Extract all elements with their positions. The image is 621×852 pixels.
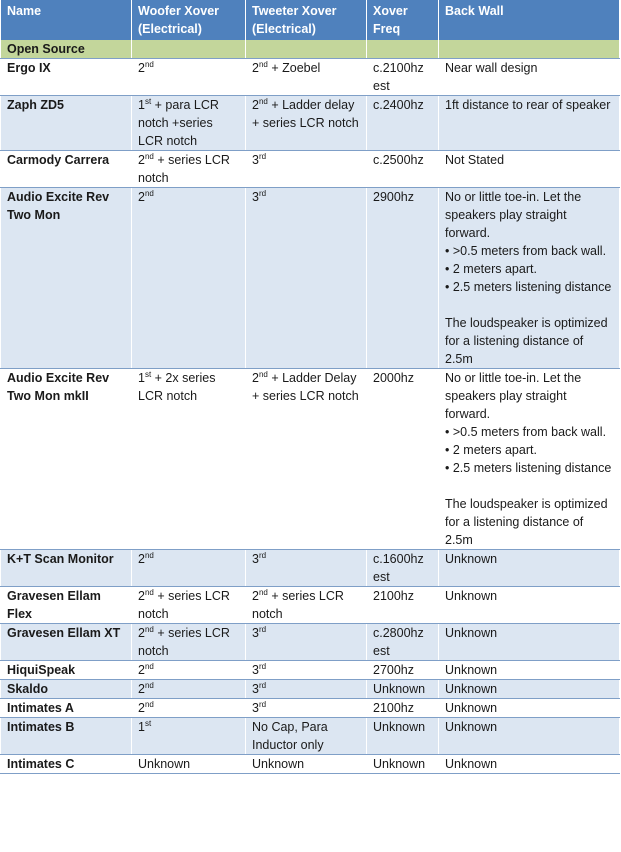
- back-wall: Unknown: [439, 755, 620, 774]
- back-wall: Unknown: [439, 624, 620, 661]
- header-name: Name: [1, 0, 132, 40]
- xover-freq: Unknown: [367, 718, 439, 755]
- tweeter-xover: 2nd + Ladder Delay + series LCR notch: [246, 369, 367, 550]
- back-wall-intro: No or little toe-in. Let the speakers play straight forward.: [445, 371, 582, 421]
- tweeter-xover: 3rd: [246, 188, 367, 369]
- back-wall: Unknown: [439, 680, 620, 699]
- table-row: [1, 680, 620, 699]
- back-wall: Unknown: [439, 699, 620, 718]
- section-label: Open Source: [1, 40, 132, 59]
- table-row: [1, 755, 620, 774]
- xover-freq: c.2400hz: [367, 96, 439, 151]
- tweeter-xover: 2nd + Ladder delay + series LCR notch: [246, 96, 367, 151]
- back-wall-list: [445, 242, 613, 296]
- woofer-xover: 1st + 2x series LCR notch: [132, 369, 246, 550]
- table-row: [1, 550, 620, 587]
- xover-freq: c.2500hz: [367, 151, 439, 188]
- table-row: [1, 59, 620, 96]
- xover-freq: 2000hz: [367, 369, 439, 550]
- woofer-xover: 2nd: [132, 661, 246, 680]
- header-freq-line1: Xover: [373, 4, 408, 18]
- table-row: [1, 661, 620, 680]
- xover-freq: 2700hz: [367, 661, 439, 680]
- header-tweeter: [246, 0, 367, 40]
- speaker-name: Intimates A: [1, 699, 132, 718]
- back-wall-bullet: • 2.5 meters listening distance: [445, 459, 613, 477]
- header-wall: Back Wall: [439, 0, 620, 40]
- xover-freq: 2100hz: [367, 699, 439, 718]
- speaker-name: Gravesen Ellam Flex: [1, 587, 132, 624]
- xover-freq: c.2100hz est: [367, 59, 439, 96]
- table-row: [1, 96, 620, 151]
- back-wall: [439, 188, 620, 369]
- header-tweeter-line1: Tweeter Xover: [252, 4, 337, 18]
- header-woofer-line2: (Electrical): [138, 22, 202, 36]
- back-wall-spacer: [445, 296, 613, 314]
- section-row: [1, 40, 620, 59]
- speaker-name: Intimates C: [1, 755, 132, 774]
- tweeter-xover: 2nd + Zoebel: [246, 59, 367, 96]
- section-cell: [132, 40, 246, 59]
- woofer-xover: 2nd + series LCR notch: [132, 587, 246, 624]
- woofer-xover: 1st + para LCR notch +series LCR notch: [132, 96, 246, 151]
- woofer-xover: 2nd: [132, 680, 246, 699]
- woofer-xover: 2nd + series LCR notch: [132, 624, 246, 661]
- back-wall: Not Stated: [439, 151, 620, 188]
- table-row: [1, 188, 620, 369]
- speaker-name: Carmody Carrera: [1, 151, 132, 188]
- back-wall: 1ft distance to rear of speaker: [439, 96, 620, 151]
- back-wall-bullet: • >0.5 meters from back wall.: [445, 423, 613, 441]
- section-cell: [439, 40, 620, 59]
- table-row: [1, 369, 620, 550]
- section-cell: [246, 40, 367, 59]
- woofer-xover: 2nd + series LCR notch: [132, 151, 246, 188]
- speaker-name: Ergo IX: [1, 59, 132, 96]
- tweeter-xover: 2nd + series LCR notch: [246, 587, 367, 624]
- header-woofer-line1: Woofer Xover: [138, 4, 220, 18]
- xover-freq: c.1600hz est: [367, 550, 439, 587]
- speaker-name: Audio Excite Rev Two Mon: [1, 188, 132, 369]
- header-freq: [367, 0, 439, 40]
- xover-freq: c.2800hz est: [367, 624, 439, 661]
- speaker-name: Intimates B: [1, 718, 132, 755]
- back-wall-bullet: • 2.5 meters listening distance: [445, 278, 613, 296]
- header-freq-line2: Freq: [373, 22, 401, 36]
- xover-freq: 2900hz: [367, 188, 439, 369]
- back-wall-list: [445, 423, 613, 477]
- speaker-name: Audio Excite Rev Two Mon mkII: [1, 369, 132, 550]
- back-wall: Unknown: [439, 550, 620, 587]
- woofer-xover: 2nd: [132, 699, 246, 718]
- speaker-name: Gravesen Ellam XT: [1, 624, 132, 661]
- xover-freq: Unknown: [367, 755, 439, 774]
- back-wall: [439, 369, 620, 550]
- tweeter-xover: 3rd: [246, 151, 367, 188]
- speaker-name: HiquiSpeak: [1, 661, 132, 680]
- tweeter-xover: No Cap, Para Inductor only: [246, 718, 367, 755]
- table-row: [1, 718, 620, 755]
- back-wall-intro: No or little toe-in. Let the speakers play straight forward.: [445, 190, 582, 240]
- back-wall: Unknown: [439, 661, 620, 680]
- back-wall-bullet: • 2 meters apart.: [445, 260, 613, 278]
- woofer-xover: 2nd: [132, 550, 246, 587]
- header-row: [1, 0, 620, 40]
- woofer-xover: 2nd: [132, 188, 246, 369]
- woofer-xover: 1st: [132, 718, 246, 755]
- speaker-name: Skaldo: [1, 680, 132, 699]
- back-wall-note: The loudspeaker is optimized for a listening distance of 2.5m: [445, 497, 608, 547]
- xover-freq: 2100hz: [367, 587, 439, 624]
- header-tweeter-line2: (Electrical): [252, 22, 316, 36]
- table-row: [1, 699, 620, 718]
- back-wall: Near wall design: [439, 59, 620, 96]
- back-wall: Unknown: [439, 718, 620, 755]
- back-wall-note: The loudspeaker is optimized for a listening distance of 2.5m: [445, 316, 608, 366]
- tweeter-xover: 3rd: [246, 624, 367, 661]
- back-wall-bullet: • >0.5 meters from back wall.: [445, 242, 613, 260]
- tweeter-xover: 3rd: [246, 661, 367, 680]
- back-wall: Unknown: [439, 587, 620, 624]
- table-row: [1, 624, 620, 661]
- back-wall-spacer: [445, 477, 613, 495]
- speaker-name: Zaph ZD5: [1, 96, 132, 151]
- header-woofer: [132, 0, 246, 40]
- woofer-xover: 2nd: [132, 59, 246, 96]
- back-wall-bullet: • 2 meters apart.: [445, 441, 613, 459]
- xover-freq: Unknown: [367, 680, 439, 699]
- tweeter-xover: 3rd: [246, 699, 367, 718]
- section-cell: [367, 40, 439, 59]
- woofer-xover: Unknown: [132, 755, 246, 774]
- tweeter-xover: 3rd: [246, 550, 367, 587]
- table-row: [1, 587, 620, 624]
- speaker-name: K+T Scan Monitor: [1, 550, 132, 587]
- tweeter-xover: Unknown: [246, 755, 367, 774]
- table-row: [1, 151, 620, 188]
- tweeter-xover: 3rd: [246, 680, 367, 699]
